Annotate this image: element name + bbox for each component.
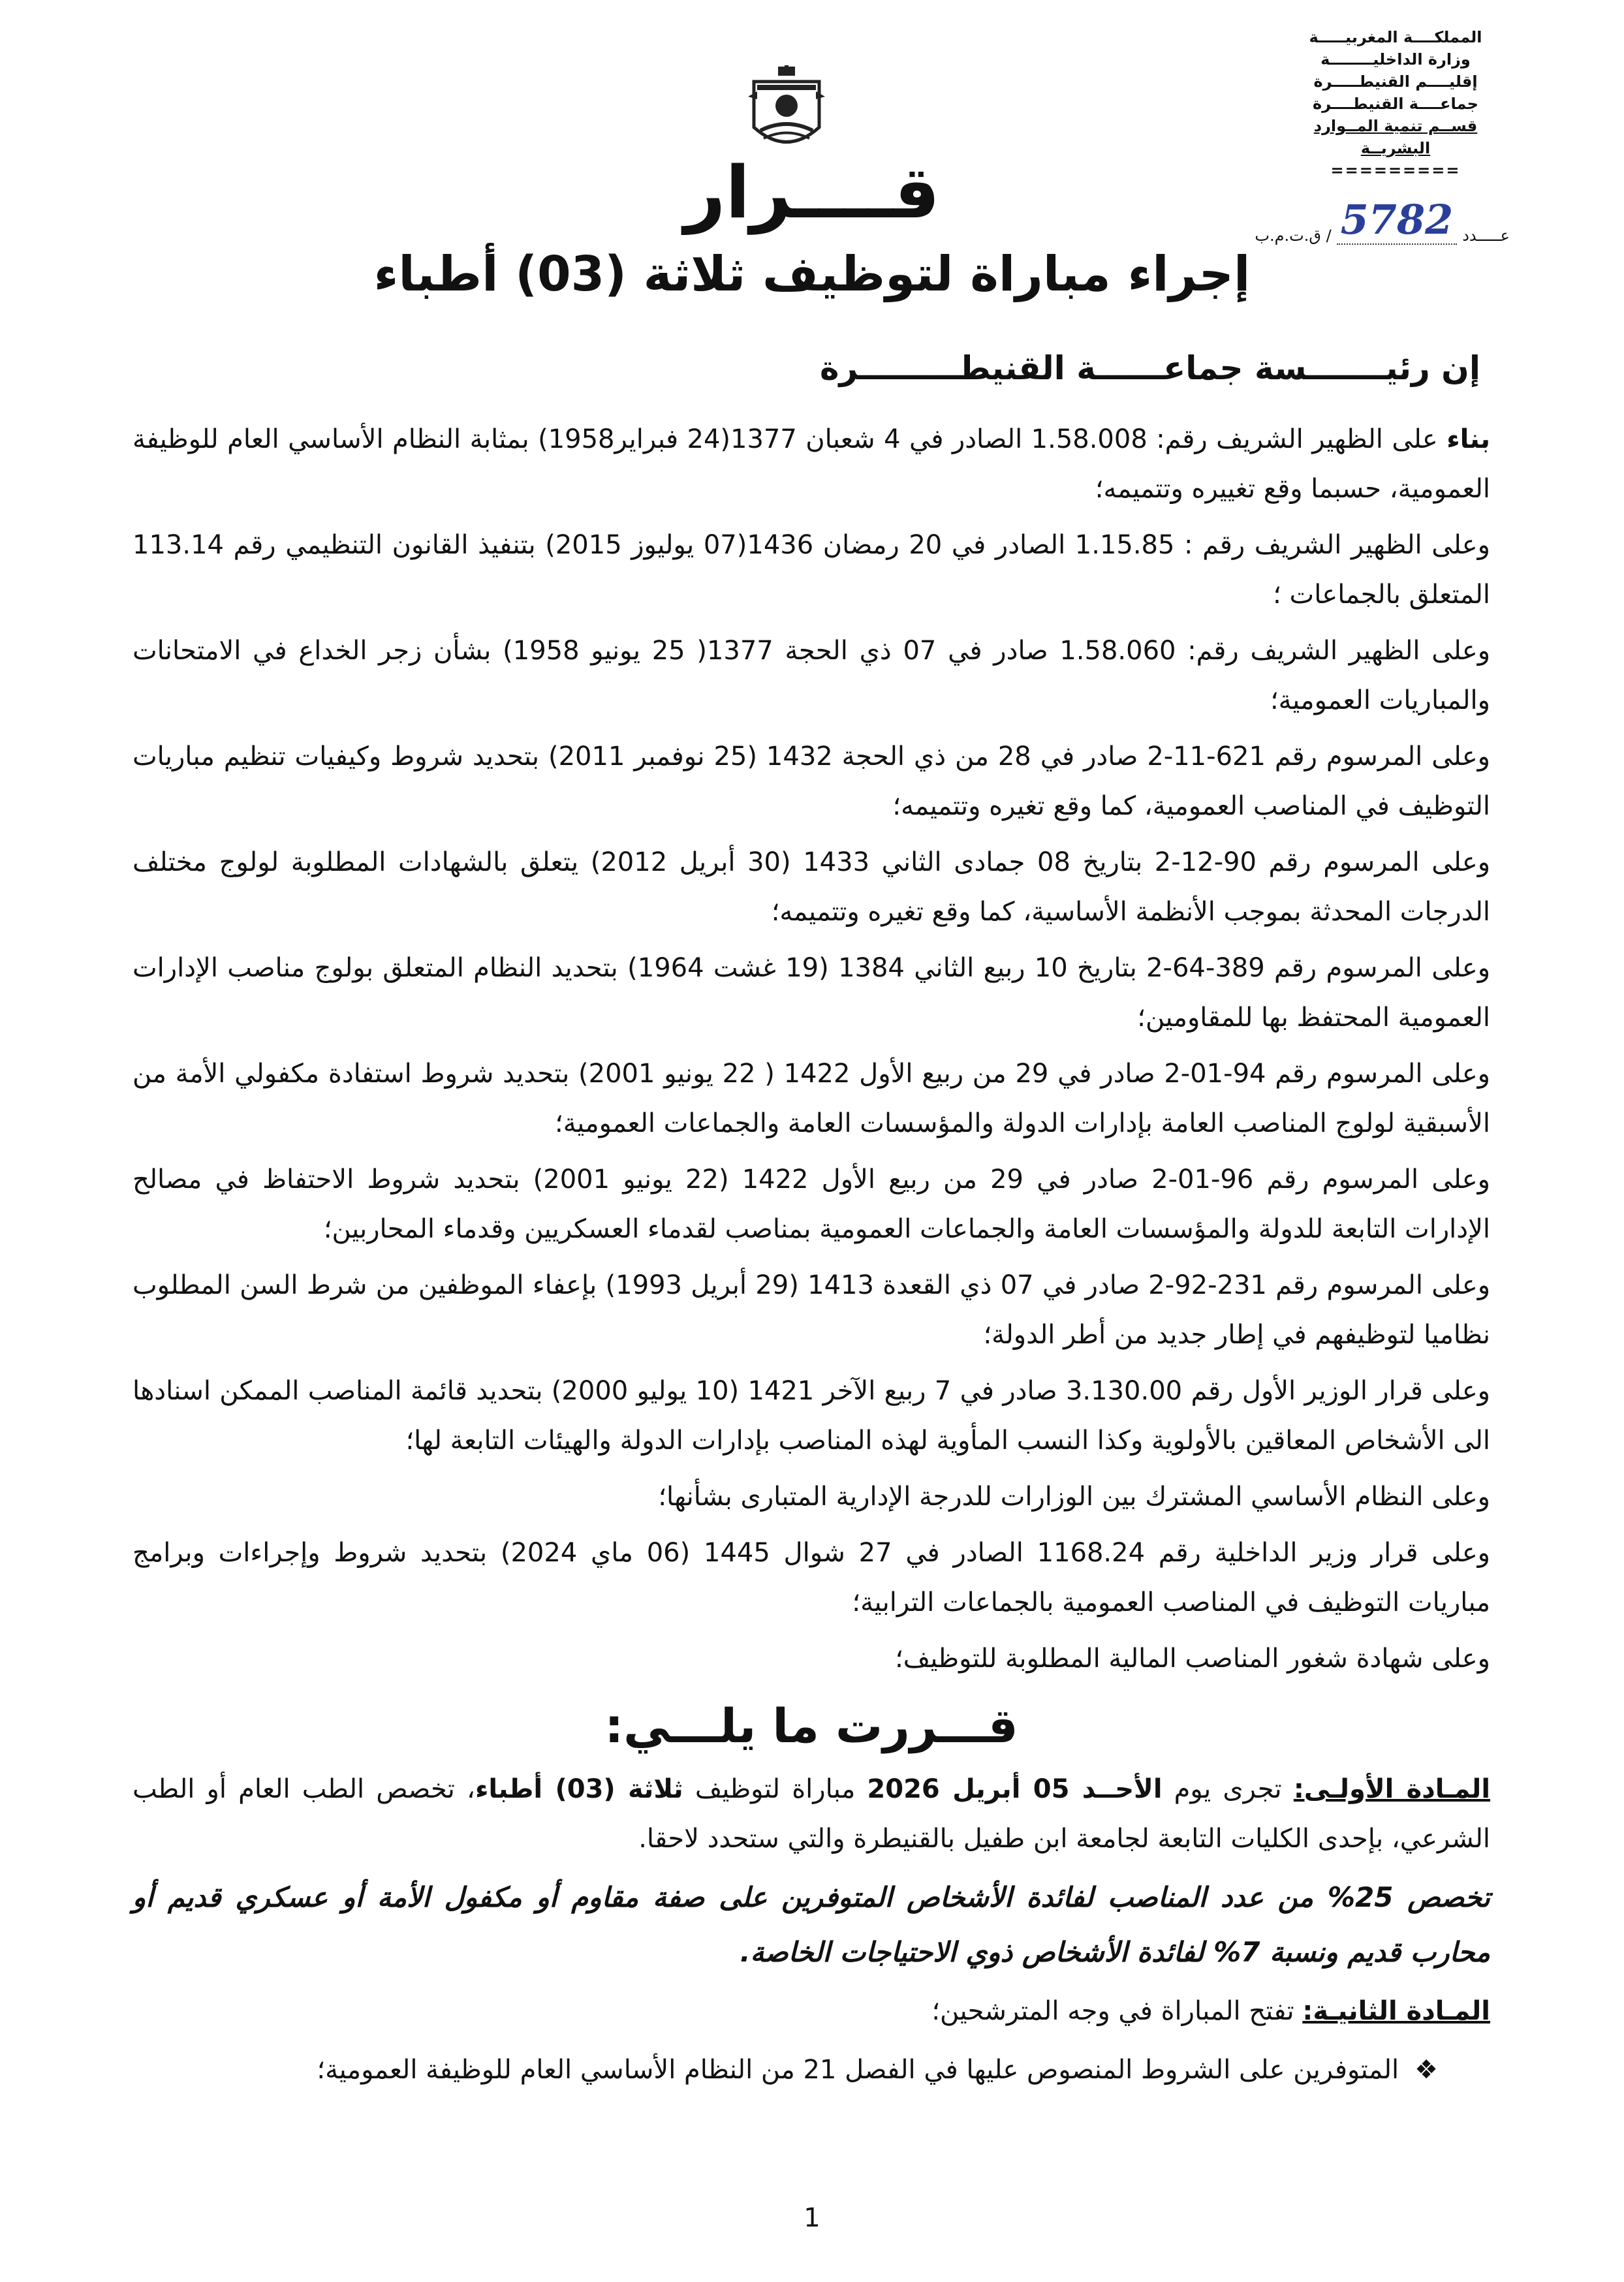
consideration-text: وعلى المرسوم رقم 621-11-2 صادر في 28 من ذي الحجة 1432 (25 نوفمبر 2011) بتحديد شروط وكيفيات تنظيم مباريات التوظيف في المناصب العمومية، كما وقع تغيره وتتميمه؛ bbox=[133, 742, 1490, 821]
header-line-commune: جماعــــة القنيطــــرة bbox=[1313, 95, 1478, 113]
article-1-text-b: مباراة لتوظيف bbox=[683, 1774, 867, 1804]
consideration-paragraph bbox=[133, 626, 1490, 725]
consideration-paragraph bbox=[133, 1528, 1490, 1627]
consideration-paragraph bbox=[133, 732, 1490, 831]
article-2 bbox=[133, 1986, 1490, 2036]
consideration-text: وعلى المرسوم رقم 389-64-2 بتاريخ 10 ربيع الثاني 1384 (19 غشت 1964) بتحديد النظام المتعلق بولوج مناصب الإدارات العمومية المحتفظ بها للمقاومين؛ bbox=[133, 953, 1491, 1033]
consideration-text: وعلى قرار وزير الداخلية رقم 1168.24 الصادر في 27 شوال 1445 (06 ماي 2024) بتحديد شروط وإجراءات وبرامج مباريات التوظيف في المناصب العمومية بالجماعات الترابية؛ bbox=[133, 1538, 1491, 1618]
consideration-text: وعلى النظام الأساسي المشترك بين الوزارات للدرجة الإدارية المتبارى بشأنها؛ bbox=[658, 1482, 1490, 1512]
consideration-text: وعلى المرسوم رقم 96-01-2 صادر في 29 من ربيع الأول 1422 (22 يونيو 2001) بتحديد شروط الاحتفاظ في مصالح الإدارات التابعة للدولة والمؤسسات العامة والجماعات العمومية بمناصب لقدماء العسكريين وقدماء المحاربين؛ bbox=[133, 1164, 1490, 1244]
reference-value: 5782 bbox=[1337, 196, 1458, 245]
header-line-kingdom: المملكــــة المغربيـــــة bbox=[1309, 28, 1482, 46]
consideration-paragraph bbox=[133, 1049, 1490, 1148]
consideration-paragraph bbox=[133, 943, 1490, 1042]
consideration-text: وعلى قرار الوزير الأول رقم 3.130.00 صادر في 7 ربيع الآخر 1421 (10 يوليو 2000) بتحديد قائمة المناصب الممكن اسنادها الى الأشخاص المعاقين بالأولوية وكذا النسب المأوية لهذه المناصب بإدارات الدولة والهيئات التابعة لها؛ bbox=[133, 1376, 1490, 1456]
consideration-lead: بناء bbox=[1446, 424, 1491, 454]
document-body bbox=[133, 414, 1490, 2095]
header-line-province: إقليــــم القنيطـــــرة bbox=[1313, 72, 1478, 91]
consideration-paragraph bbox=[133, 1155, 1490, 1254]
article-1-date: الأحــد 05 أبريل 2026 bbox=[867, 1774, 1163, 1804]
consideration-paragraph bbox=[133, 520, 1490, 619]
article-1-text-c: ، تخصص الطب العام أو الطب الشرعي، بإحدى الكليات التابعة لجامعة ابن طفيل بالقنيطرة والتي ستحدد لاحقا. bbox=[133, 1774, 1490, 1854]
header-line-department: قســم تنمية المــوارد البشريــة bbox=[1313, 117, 1478, 157]
consideration-text: وعلى المرسوم رقم 90-12-2 بتاريخ 08 جمادى الثاني 1433 (30 أبريل 2012) يتعلق بالشهادات المطلوبة لولوج مختلف الدرجات المحدثة بموجب الأنظمة الأساسية، كما وقع تغيره وتتميمه؛ bbox=[133, 847, 1491, 927]
article-1-label: المـادة الأولـى: bbox=[1293, 1774, 1491, 1804]
issuing-authority: إن رئيـــــــسة جماعــــــة القنيطـــــــــرة bbox=[819, 349, 1480, 387]
reference-suffix: / ق.ت.م.ب bbox=[1255, 227, 1332, 245]
consideration-paragraph bbox=[133, 1472, 1490, 1522]
article-1-text-a: تجرى يوم bbox=[1162, 1774, 1294, 1804]
consideration-text: وعلى الظهير الشريف رقم : 1.15.85 الصادر في 20 رمضان 1436(07 يوليوز 2015) بتنفيذ القانون التنظيمي رقم 113.14 المتعلق بالجماعات ؛ bbox=[133, 530, 1490, 610]
article-1 bbox=[133, 1764, 1490, 1864]
article-2-label: المـادة الثانيـة: bbox=[1302, 1996, 1490, 2026]
consideration-paragraph bbox=[133, 1260, 1490, 1360]
page-number: 1 bbox=[804, 2203, 820, 2233]
consideration-text: وعلى المرسوم رقم 231-92-2 صادر في 07 ذي القعدة 1413 (29 أبريل 1993) بإعفاء الموظفين من شرط السن المطلوب نظاميا لتوظيفهم في إطار جديد من أطر الدولة؛ bbox=[133, 1270, 1491, 1350]
consideration-text: وعلى المرسوم رقم 94-01-2 صادر في 29 من ربيع الأول 1422 ( 22 يونيو 2001) بتحديد شروط استفادة مكفولي الأمة من الأسبقية لولوج المناصب العامة بإدارات الدولة والمؤسسات العامة والجماعات العمومية؛ bbox=[133, 1059, 1490, 1138]
royal-emblem-icon bbox=[744, 65, 829, 163]
consideration-text: وعلى شهادة شغور المناصب المالية المطلوبة للتوظيف؛ bbox=[895, 1644, 1490, 1674]
considerations-list bbox=[133, 414, 1490, 1683]
document-subtitle: إجراء مباراة لتوظيف ثلاثة (03) أطباء bbox=[373, 246, 1251, 302]
header-separator: ========= bbox=[1330, 161, 1461, 180]
consideration-text: على الظهير الشريف رقم: 1.58.008 الصادر في 4 شعبان 1377(24 فبراير1958) بمثابة النظام الأساسي العام للوظيفة العمومية، حسبما وقع تغييره وتتميمه؛ bbox=[133, 424, 1490, 504]
document-title: قــــرار bbox=[684, 151, 940, 234]
condition-text: المتوفرين على الشروط المنصوص عليها في الفصل 21 من النظام الأساسي العام للوظيفة العمومية؛ bbox=[317, 2055, 1399, 2085]
consideration-paragraph bbox=[133, 1634, 1490, 1683]
decision-heading: قـــررت ما يلـــي: bbox=[604, 1698, 1018, 1753]
quota-paragraph: تخصص 25% من عدد المناصب لفائدة الأشخاص المتوفرين على صفة مقاوم أو مكفول الأمة أو عسكري قديم أو محارب قديم ونسبة 7% لفائدة الأشخاص ذوي الاحتياجات الخاصة. bbox=[133, 1881, 1490, 1968]
reference-label: عـــــدد bbox=[1462, 227, 1510, 245]
consideration-paragraph bbox=[133, 1366, 1490, 1465]
article-2-text: تفتح المباراة في وجه المترشحين؛ bbox=[931, 1996, 1303, 2026]
diamond-bullet-icon: ❖ bbox=[1414, 2055, 1438, 2085]
condition-bullet bbox=[133, 2045, 1490, 2095]
consideration-paragraph bbox=[133, 414, 1490, 514]
header-line-ministry: وزارة الداخليــــــــة bbox=[1320, 50, 1471, 69]
consideration-paragraph bbox=[133, 837, 1490, 937]
article-1-count: ثلاثة (03) أطباء bbox=[475, 1774, 683, 1804]
consideration-text: وعلى الظهير الشريف رقم: 1.58.060 صادر في 07 ذي الحجة 1377( 25 يونيو 1958) بشأن زجر الخداع في الامتحانات والمباريات العمومية؛ bbox=[133, 636, 1491, 715]
